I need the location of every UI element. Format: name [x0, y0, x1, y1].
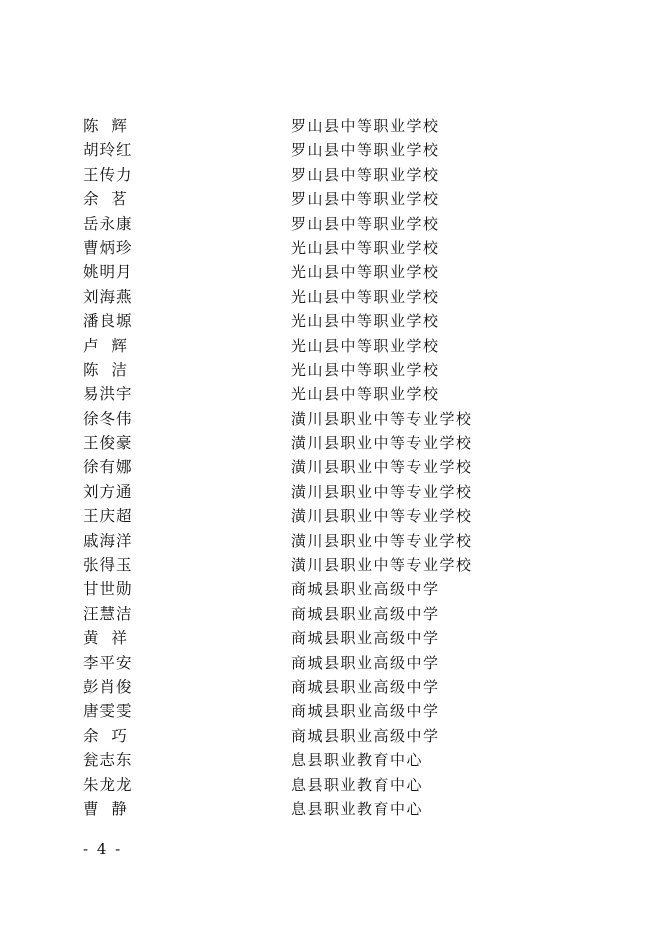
roster-list [0, 114, 662, 821]
roster-row [0, 773, 662, 797]
person-name: 王俊豪 [83, 434, 133, 453]
roster-row [0, 260, 662, 284]
school-name: 潢川县职业中等专业学校 [291, 482, 473, 501]
roster-row [0, 407, 662, 431]
roster-row [0, 382, 662, 406]
school-name: 潢川县职业中等专业学校 [291, 507, 473, 526]
roster-row [0, 114, 662, 138]
person-name: 陈 洁 [83, 360, 128, 379]
school-name: 息县职业教育中心 [291, 799, 424, 818]
person-name: 汪慧洁 [83, 604, 133, 623]
person-name: 王传力 [83, 165, 133, 184]
school-name: 光山县中等职业学校 [291, 263, 440, 282]
person-name: 瓮志东 [83, 751, 133, 770]
roster-row [0, 675, 662, 699]
person-name: 王庆超 [83, 507, 133, 526]
roster-row [0, 748, 662, 772]
roster-row [0, 163, 662, 187]
person-name: 潘良塬 [83, 312, 133, 331]
roster-row [0, 553, 662, 577]
roster-row [0, 138, 662, 162]
roster-row [0, 236, 662, 260]
person-name: 曹 静 [83, 799, 128, 818]
person-name: 胡玲红 [83, 141, 133, 160]
roster-row [0, 699, 662, 723]
school-name: 光山县中等职业学校 [291, 238, 440, 257]
roster-row [0, 334, 662, 358]
school-name: 潢川县职业中等专业学校 [291, 556, 473, 575]
school-name: 光山县中等职业学校 [291, 312, 440, 331]
roster-row [0, 285, 662, 309]
person-name: 徐有娜 [83, 458, 133, 477]
school-name: 潢川县职业中等专业学校 [291, 434, 473, 453]
school-name: 商城县职业高级中学 [291, 604, 440, 623]
person-name: 陈 辉 [83, 117, 128, 135]
roster-row [0, 626, 662, 650]
roster-row [0, 529, 662, 553]
roster-row [0, 309, 662, 333]
person-name: 易洪宇 [83, 385, 133, 404]
school-name: 罗山县中等职业学校 [291, 141, 440, 160]
school-name: 罗山县中等职业学校 [291, 214, 440, 233]
school-name: 罗山县中等职业学校 [291, 117, 440, 135]
school-name: 商城县职业高级中学 [291, 629, 440, 648]
person-name: 刘海燕 [83, 287, 133, 306]
roster-row [0, 212, 662, 236]
person-name: 余 巧 [83, 726, 128, 745]
school-name: 光山县中等职业学校 [291, 385, 440, 404]
roster-row [0, 455, 662, 479]
school-name: 商城县职业高级中学 [291, 677, 440, 696]
roster-row [0, 504, 662, 528]
school-name: 商城县职业高级中学 [291, 726, 440, 745]
person-name: 彭肖俊 [83, 677, 133, 696]
roster-row [0, 724, 662, 748]
page-number: - 4 - [83, 840, 123, 858]
roster-row [0, 797, 662, 821]
roster-row [0, 577, 662, 601]
roster-row [0, 651, 662, 675]
school-name: 潢川县职业中等专业学校 [291, 531, 473, 550]
roster-row [0, 602, 662, 626]
school-name: 商城县职业高级中学 [291, 702, 440, 721]
school-name: 息县职业教育中心 [291, 751, 424, 770]
school-name: 光山县中等职业学校 [291, 360, 440, 379]
person-name: 黄 祥 [83, 629, 128, 648]
school-name: 光山县中等职业学校 [291, 287, 440, 306]
roster-row [0, 480, 662, 504]
roster-row [0, 358, 662, 382]
person-name: 朱龙龙 [83, 775, 133, 794]
person-name: 刘方通 [83, 482, 133, 501]
school-name: 商城县职业高级中学 [291, 580, 440, 599]
person-name: 张得玉 [83, 556, 133, 575]
person-name: 曹炳珍 [83, 238, 133, 257]
person-name: 卢 辉 [83, 336, 128, 355]
person-name: 岳永康 [83, 214, 133, 233]
person-name: 甘世勋 [83, 580, 133, 599]
school-name: 商城县职业高级中学 [291, 653, 440, 672]
school-name: 罗山县中等职业学校 [291, 165, 440, 184]
roster-row [0, 431, 662, 455]
school-name: 潢川县职业中等专业学校 [291, 458, 473, 477]
school-name: 光山县中等职业学校 [291, 336, 440, 355]
person-name: 余 茗 [83, 190, 128, 209]
roster-row [0, 187, 662, 211]
person-name: 唐雯雯 [83, 702, 133, 721]
person-name: 姚明月 [83, 263, 133, 282]
person-name: 徐冬伟 [83, 409, 133, 428]
school-name: 潢川县职业中等专业学校 [291, 409, 473, 428]
school-name: 息县职业教育中心 [291, 775, 424, 794]
school-name: 罗山县中等职业学校 [291, 190, 440, 209]
person-name: 李平安 [83, 653, 133, 672]
person-name: 戚海洋 [83, 531, 133, 550]
